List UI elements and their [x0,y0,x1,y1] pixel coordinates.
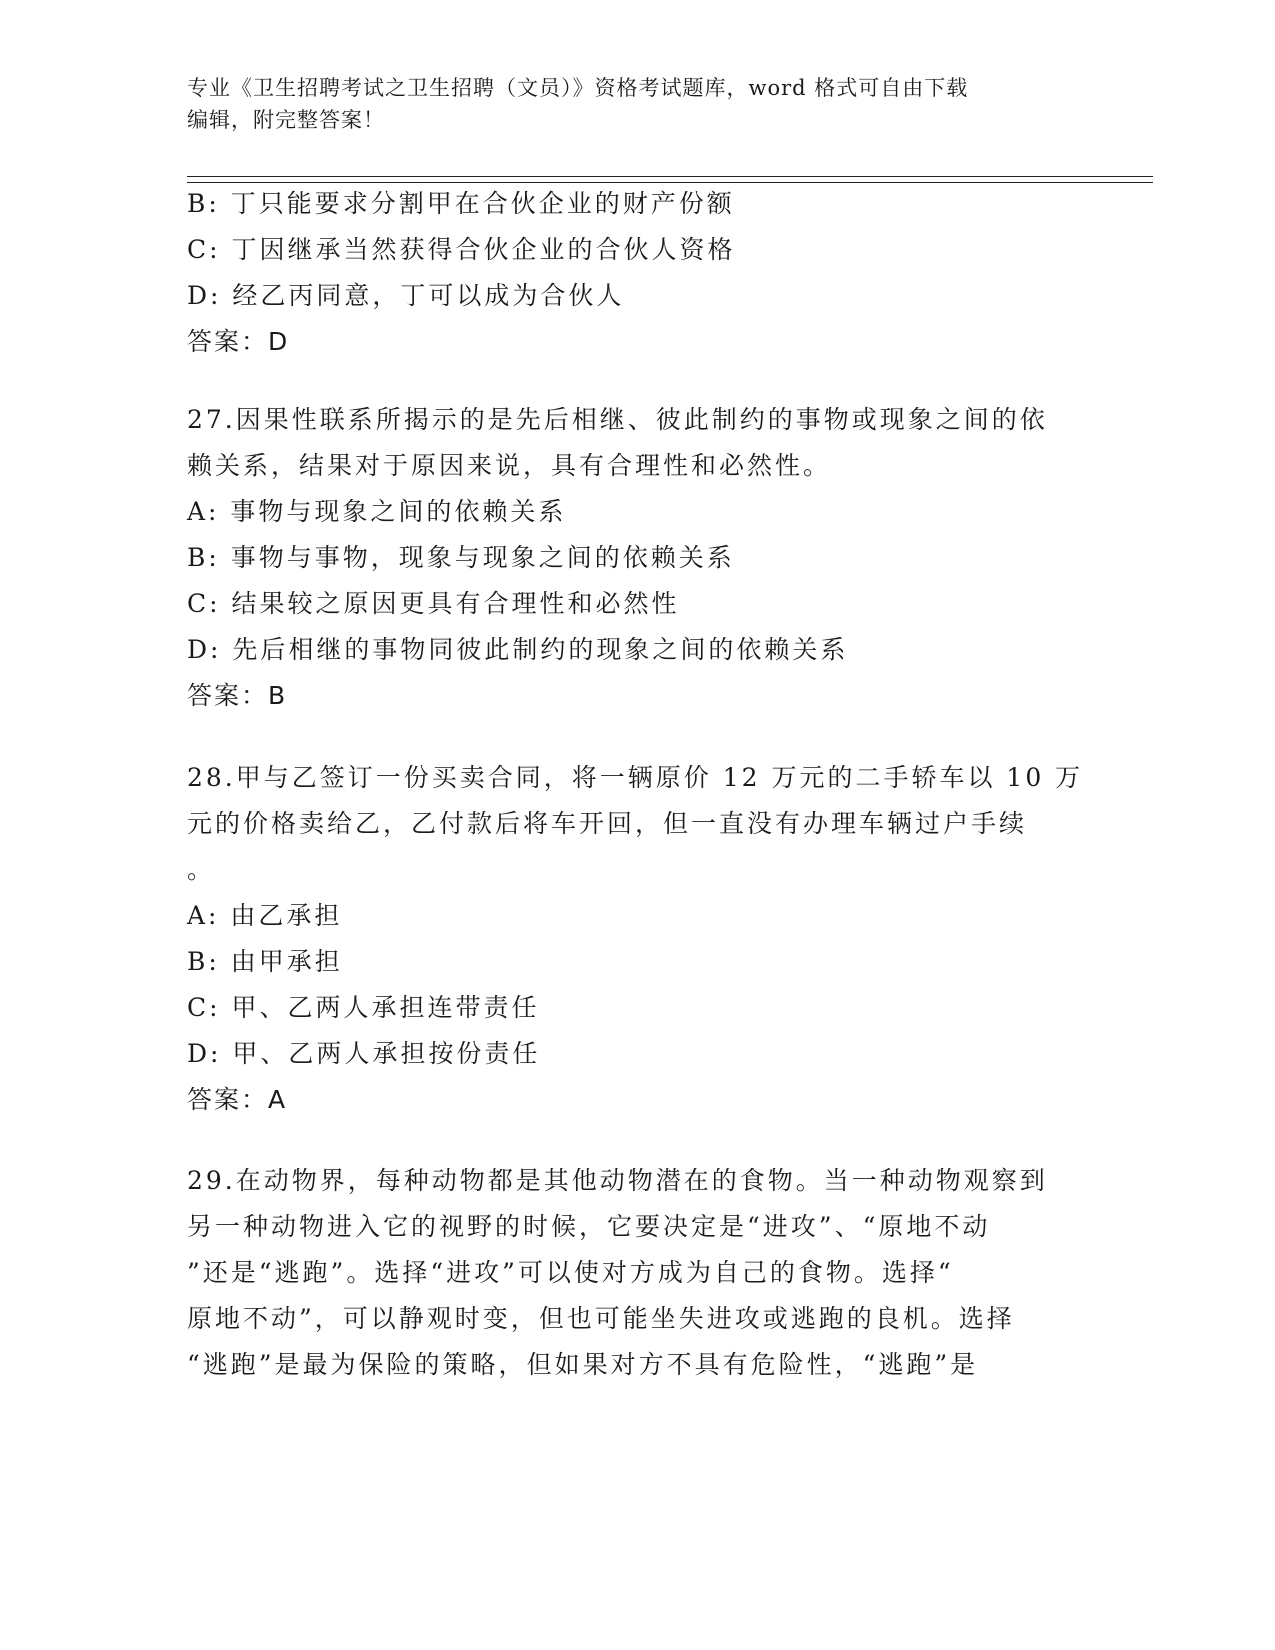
question-stem-line: “逃跑”是最为保险的策略，但如果对方不具有危险性，“逃跑”是 [187,1350,979,1379]
option-b: B: 由甲承担 [187,947,343,976]
option-c: C: 结果较之原因更具有合理性和必然性 [187,589,680,618]
question-stem-line: 28.甲与乙签订一份买卖合同，将一辆原价 12 万元的二手轿车以 10 万 [187,763,1084,792]
header-line-2: 编辑，附完整答案！ [187,108,385,132]
option-d: D: 甲、乙两人承担按份责任 [187,1039,541,1068]
question-stem-line: 原地不动”，可以静观时变，但也可能坐失进攻或逃跑的良机。选择 [187,1304,1015,1333]
answer-label: 答案：B [187,681,288,710]
question-stem-line: 29.在动物界，每种动物都是其他动物潜在的食物。当一种动物观察到 [187,1166,1048,1195]
question-stem-line: 元的价格卖给乙，乙付款后将车开回，但一直没有办理车辆过户手续 [187,809,1028,838]
option-b: B: 丁只能要求分割甲在合伙企业的财产份额 [187,189,735,218]
question-stem-line: 。 [187,855,216,884]
question-29 [187,1158,1067,1388]
question-27 [187,397,1067,719]
header-divider-top [187,176,1153,177]
option-c: C: 甲、乙两人承担连带责任 [187,993,540,1022]
question-stem-line: 另一种动物进入它的视野的时候，它要决定是“进攻”、“原地不动 [187,1212,991,1241]
question-stem-line: 赖关系，结果对于原因来说，具有合理性和必然性。 [187,451,832,480]
question-stem-line: ”还是“逃跑”。选择“进攻”可以使对方成为自己的食物。选择“ [187,1258,954,1287]
option-a: A: 由乙承担 [187,901,343,930]
question-stem-line: 27.因果性联系所揭示的是先后相继、彼此制约的事物或现象之间的依 [187,405,1048,434]
question-26-tail [187,181,1067,365]
question-28 [187,755,1084,1123]
option-b: B: 事物与事物，现象与现象之间的依赖关系 [187,543,735,572]
option-d: D: 先后相继的事物同彼此制约的现象之间的依赖关系 [187,635,849,664]
header-line-1: 专业《卫生招聘考试之卫生招聘（文员）》资格考试题库，word 格式可自由下载 [187,76,969,100]
document-header [187,72,1067,136]
answer-label: 答案：D [187,327,290,356]
answer-label: 答案：A [187,1085,288,1114]
option-d: D: 经乙丙同意，丁可以成为合伙人 [187,281,625,310]
option-c: C: 丁因继承当然获得合伙企业的合伙人资格 [187,235,736,264]
option-a: A: 事物与现象之间的依赖关系 [187,497,567,526]
